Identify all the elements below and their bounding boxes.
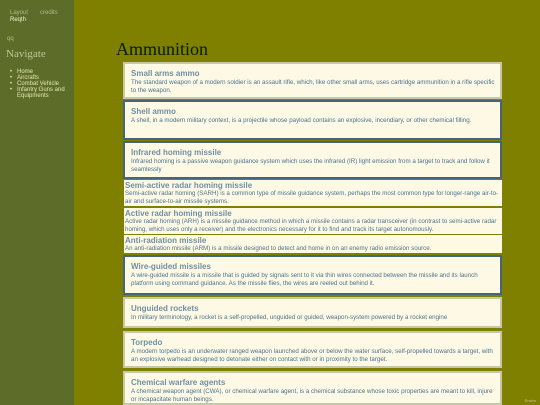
card-title: Wire-guided missiles — [131, 262, 211, 271]
card-description: Infrared homing is a passive weapon guidance system which uses the infrared (IR) light emission from a target to track and follow it seamlessly — [131, 158, 490, 173]
card-small-arms[interactable] — [123, 62, 502, 99]
reqth-link[interactable]: Reqth — [10, 17, 27, 23]
card-description: A shell, in a modern military context, is a projectile whose payload contains an explosive, incendiary, or other chemical filling. — [131, 117, 472, 124]
card-anti-radiation[interactable] — [124, 235, 502, 253]
card-title: Semi-active radar homing missile — [125, 181, 253, 190]
card-title: Active radar homing missile — [125, 209, 232, 218]
card-title: Infrared homing missile — [131, 148, 222, 157]
page-title: Ammunition — [116, 39, 209, 59]
layout-link[interactable]: Layout — [10, 10, 29, 16]
nav-item-infantry[interactable]: • Infantry Guns and Equipments — [17, 87, 74, 99]
card-title: Torpedo — [131, 338, 163, 347]
card-title: Chemical warfare agents — [131, 378, 226, 387]
card-unguided-rockets[interactable] — [123, 297, 502, 328]
card-title: Shell ammo — [131, 107, 176, 116]
card-title: Unguided rockets — [131, 304, 199, 313]
card-description: Active radar homing (ARH) is a missile guidance method in which a missile contains a radar transceiver (in contrast to semi-active radar homing, which uses only a receiver) and the electronics necessary for it to find and track its target autonomously. — [125, 218, 497, 233]
sidebar — [0, 0, 74, 405]
card-description: The standard weapon of a modern soldier is an assault rifle, which, like other small arms, uses cartridge ammunition in a rifle specific to the weapon. — [131, 79, 495, 94]
card-description: A wire-guided missile is a missile that is guided by signals sent to it via thin wires connected between the missile and its launch platform using command guidance. As the missile flies, the wires are reeled out behind it. — [131, 272, 478, 287]
nav-list — [17, 69, 74, 99]
card-wire-guided[interactable] — [123, 255, 502, 295]
card-title: Anti-radiation missile — [125, 236, 207, 245]
card-description: In military terminology, a rocket is a self-propelled, unguided or guided, weapon-system powered by a rocket engine — [131, 314, 448, 321]
card-chemical[interactable] — [123, 371, 502, 405]
nav-title: Navigate — [6, 48, 46, 60]
nav-item-home[interactable]: • Home — [17, 69, 74, 75]
card-description: A modern torpedo is an underwater ranged weapon launched above or below the water surface, self-propelled towards a target, with an explosive warhead designed to detonate either on contact with or in proximity to the target. — [131, 348, 493, 363]
card-description: An anti-radiation missile (ARM) is a missile designed to detect and home in on an enemy radio emission source. — [125, 245, 432, 252]
nav-item-combat-vehicle[interactable]: • Combat Vehicle — [17, 81, 74, 87]
logo-text: qq — [7, 36, 14, 42]
card-description: A chemical weapon agent (CWA), or chemical warfare agent, is a chemical substance whose toxic properties are meant to kill, injure or incapacitate human beings. — [131, 388, 493, 403]
card-semi-active[interactable] — [124, 180, 502, 206]
nav-item-aircrafts[interactable]: • Aircrafts — [17, 75, 74, 81]
card-infrared[interactable] — [123, 141, 502, 179]
top-links — [10, 10, 70, 24]
credits-link[interactable]: credits — [40, 10, 58, 16]
card-torpedo[interactable] — [123, 331, 502, 368]
corner-text: Enviro — [524, 398, 536, 403]
card-shell[interactable] — [123, 100, 502, 140]
card-title: Small arms ammo — [131, 69, 200, 78]
card-active-radar[interactable] — [124, 208, 502, 234]
card-description: Semi-active radar homing (SARH) is a common type of missile guidance system, perhaps the most common type for longer-range air-to-air and surface-to-air missile systems. — [125, 190, 499, 205]
